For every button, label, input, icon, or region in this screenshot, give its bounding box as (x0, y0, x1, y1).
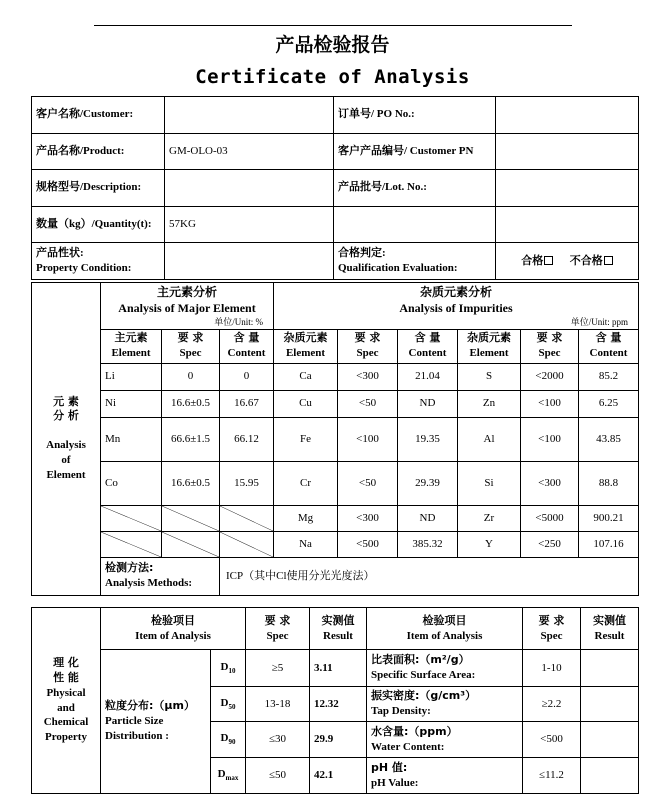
method-label-cn: 检测方法: (105, 561, 154, 575)
empty-diagonal-cell (162, 531, 220, 557)
physical-property-table (31, 607, 639, 794)
physical-section-cn-1: 理 化 (53, 655, 79, 669)
right-spec: ≤11.2 (523, 758, 581, 794)
impurity-element: Y (458, 531, 521, 557)
right-spec: <500 (523, 722, 581, 758)
major-content: 16.67 (220, 390, 274, 417)
impurity-content: 88.8 (579, 461, 639, 505)
table-row (32, 531, 639, 557)
physical-section-en-3: Chemical (43, 716, 89, 729)
impurity-spec: <300 (338, 363, 398, 390)
empty-diagonal-cell (220, 505, 274, 531)
property-value (165, 243, 334, 280)
lot-value (496, 170, 639, 207)
psd-d-label: $D_{50}$ (211, 687, 246, 722)
impurity-content: ND (398, 390, 458, 417)
impurity-content: ND (398, 505, 458, 531)
psd-d-label: $D_{max}$ (211, 758, 246, 794)
impurity-header (274, 283, 639, 330)
psd-label-en-1: Particle Size (105, 715, 164, 728)
impurity-spec: <100 (338, 417, 398, 461)
qualification-label (334, 243, 496, 280)
right-result (581, 758, 639, 794)
major-content: 66.12 (220, 417, 274, 461)
col-imp-element-a: 杂质元素 Element (274, 329, 338, 363)
impurity-element: Cu (274, 390, 338, 417)
physical-section-en-2: and (57, 701, 75, 714)
col-spec-right: 要 求 Spec (523, 608, 581, 650)
description-label: 规格型号/Description: (32, 170, 165, 207)
impurity-element: Na (274, 531, 338, 557)
col-item-right: 检验项目 Item of Analysis (367, 608, 523, 650)
impurity-element: Si (458, 461, 521, 505)
impurity-title-en: Analysis of Impurities (399, 301, 513, 316)
empty-diagonal-cell (101, 531, 162, 557)
customer-pn-value (496, 133, 639, 170)
psd-label-cn: 粒度分布:（μm） (105, 699, 195, 713)
right-item: 比表面积:（m²/g） Specific Surface Area: (367, 650, 523, 687)
property-label-cn: 产品性状: (36, 247, 84, 260)
right-item: pH 值: pH Value: (367, 758, 523, 794)
major-content: 0 (220, 363, 274, 390)
table-row (32, 461, 639, 505)
major-title-en: Analysis of Major Element (118, 301, 256, 316)
major-spec: 16.6±0.5 (162, 461, 220, 505)
impurity-element: Fe (274, 417, 338, 461)
impurity-element: Ca (274, 363, 338, 390)
impurity-content: 385.32 (398, 531, 458, 557)
title-english: Certificate of Analysis (195, 66, 470, 88)
impurity-content: 21.04 (398, 363, 458, 390)
col-major-spec: 要 求 Spec (162, 329, 220, 363)
right-result (581, 650, 639, 687)
impurity-element: Zr (458, 505, 521, 531)
element-section-cn-1: 元 素 (53, 394, 79, 408)
impurity-element: Mg (274, 505, 338, 531)
description-value (165, 170, 334, 207)
table-row (32, 363, 639, 390)
right-item: 振实密度:（g/cm³） Tap Density: (367, 687, 523, 722)
impurity-spec: <2000 (521, 363, 579, 390)
impurity-content: 900.21 (579, 505, 639, 531)
right-result (581, 687, 639, 722)
psd-spec: ≥5 (246, 650, 310, 687)
col-major-content: 含 量 Content (220, 329, 274, 363)
po-label: 订单号/ PO No.: (334, 97, 496, 134)
customer-pn-label: 客户产品编号/ Customer PN (334, 133, 496, 170)
impurity-content: 29.39 (398, 461, 458, 505)
customer-value (165, 97, 334, 134)
empty-diagonal-cell (162, 505, 220, 531)
top-rule (94, 25, 572, 26)
impurity-content: 107.16 (579, 531, 639, 557)
major-spec: 0 (162, 363, 220, 390)
element-section-en-3: Element (46, 469, 86, 482)
impurity-content: 43.85 (579, 417, 639, 461)
empty-diagonal-cell (101, 505, 162, 531)
major-content: 15.95 (220, 461, 274, 505)
major-element: Ni (101, 390, 162, 417)
customer-label: 客户名称/Customer: (32, 97, 165, 134)
psd-d-label: $D_{10}$ (211, 650, 246, 687)
psd-spec: 13-18 (246, 687, 310, 722)
col-item-left: 检验项目 Item of Analysis (101, 608, 246, 650)
element-analysis-table (31, 282, 639, 596)
major-element: Mn (101, 417, 162, 461)
qualification-options (496, 243, 639, 280)
impurity-spec: <500 (338, 531, 398, 557)
quantity-empty-2 (496, 206, 639, 243)
major-element: Li (101, 363, 162, 390)
major-title-cn: 主元素分析 (156, 285, 217, 299)
impurity-spec: <300 (521, 461, 579, 505)
impurity-spec: <100 (521, 417, 579, 461)
psd-d-label: $D_{90}$ (211, 722, 246, 758)
col-major-element: 主元素 Element (101, 329, 162, 363)
right-result (581, 722, 639, 758)
psd-spec: ≤50 (246, 758, 310, 794)
physical-section-label (32, 608, 101, 794)
table-row (32, 505, 639, 531)
product-value: GM-OLO-03 (165, 133, 334, 170)
element-section-cn-2: 分 析 (53, 409, 79, 423)
major-spec: 66.6±1.5 (162, 417, 220, 461)
impurity-unit: 单位/Unit: ppm (570, 317, 628, 328)
element-section-label (32, 283, 101, 596)
quantity-empty-1 (334, 206, 496, 243)
table-row (32, 390, 639, 417)
col-spec-left: 要 求 Spec (246, 608, 310, 650)
analysis-method-label (101, 557, 220, 595)
right-item: 水含量:（ppm） Water Content: (367, 722, 523, 758)
impurity-title-cn: 杂质元素分析 (419, 285, 492, 299)
col-result-left: 实测值 Result (310, 608, 367, 650)
physical-section-en-1: Physical (46, 686, 86, 699)
col-imp-content-a: 含 量 Content (398, 329, 458, 363)
pass-label: 合格 (521, 254, 544, 267)
physical-section-cn-2: 性 能 (53, 670, 79, 684)
element-section-en-2: of (61, 454, 71, 467)
psd-spec: ≤30 (246, 722, 310, 758)
product-label: 产品名称/Product: (32, 133, 165, 170)
property-label (32, 243, 165, 280)
info-table (31, 96, 639, 280)
psd-label (101, 650, 211, 794)
impurity-spec: <5000 (521, 505, 579, 531)
element-section-en-1: Analysis (46, 439, 86, 452)
table-row (32, 650, 639, 687)
impurity-spec: <50 (338, 461, 398, 505)
col-imp-spec-a: 要 求 Spec (338, 329, 398, 363)
impurity-spec: <300 (338, 505, 398, 531)
col-imp-element-b: 杂质元素 Element (458, 329, 521, 363)
impurity-element: Al (458, 417, 521, 461)
col-imp-content-b: 含 量 Content (579, 329, 639, 363)
impurity-content: 85.2 (579, 363, 639, 390)
psd-label-en-2: Distribution : (105, 729, 169, 742)
empty-diagonal-cell (220, 531, 274, 557)
quantity-value: 57KG (165, 206, 334, 243)
impurity-content: 19.35 (398, 417, 458, 461)
po-value (496, 97, 639, 134)
impurity-element: Zn (458, 390, 521, 417)
col-imp-spec-b: 要 求 Spec (521, 329, 579, 363)
impurity-spec: <250 (521, 531, 579, 557)
major-element-header (101, 283, 274, 330)
psd-result: 3.11 (310, 650, 367, 687)
fail-checkbox[interactable] (604, 256, 613, 265)
major-element: Co (101, 461, 162, 505)
table-row (32, 417, 639, 461)
col-result-right: 实测值 Result (581, 608, 639, 650)
psd-result: 12.32 (310, 687, 367, 722)
impurity-element: Cr (274, 461, 338, 505)
analysis-method-value: ICP（其中Cl使用分光光度法） (220, 557, 639, 595)
major-spec: 16.6±0.5 (162, 390, 220, 417)
title-chinese: 产品检验报告 (275, 34, 390, 56)
qualification-label-en: Qualification Evaluation: (338, 262, 458, 274)
fail-label: 不合格 (569, 254, 603, 267)
impurity-element: S (458, 363, 521, 390)
method-label-en: Analysis Methods: (105, 577, 193, 590)
quantity-label: 数量（kg）/Quantity(t): (32, 206, 165, 243)
major-unit: 单位/Unit: % (214, 317, 263, 328)
physical-section-en-4: Property (45, 731, 87, 744)
impurity-spec: <50 (338, 390, 398, 417)
right-spec: ≥2.2 (523, 687, 581, 722)
psd-result: 29.9 (310, 722, 367, 758)
qualification-label-cn: 合格判定: (338, 247, 386, 260)
impurity-content: 6.25 (579, 390, 639, 417)
pass-checkbox[interactable] (544, 256, 553, 265)
psd-result: 42.1 (310, 758, 367, 794)
property-label-en: Property Condition: (36, 262, 132, 274)
right-spec: 1-10 (523, 650, 581, 687)
lot-label: 产品批号/Lot. No.: (334, 170, 496, 207)
impurity-spec: <100 (521, 390, 579, 417)
